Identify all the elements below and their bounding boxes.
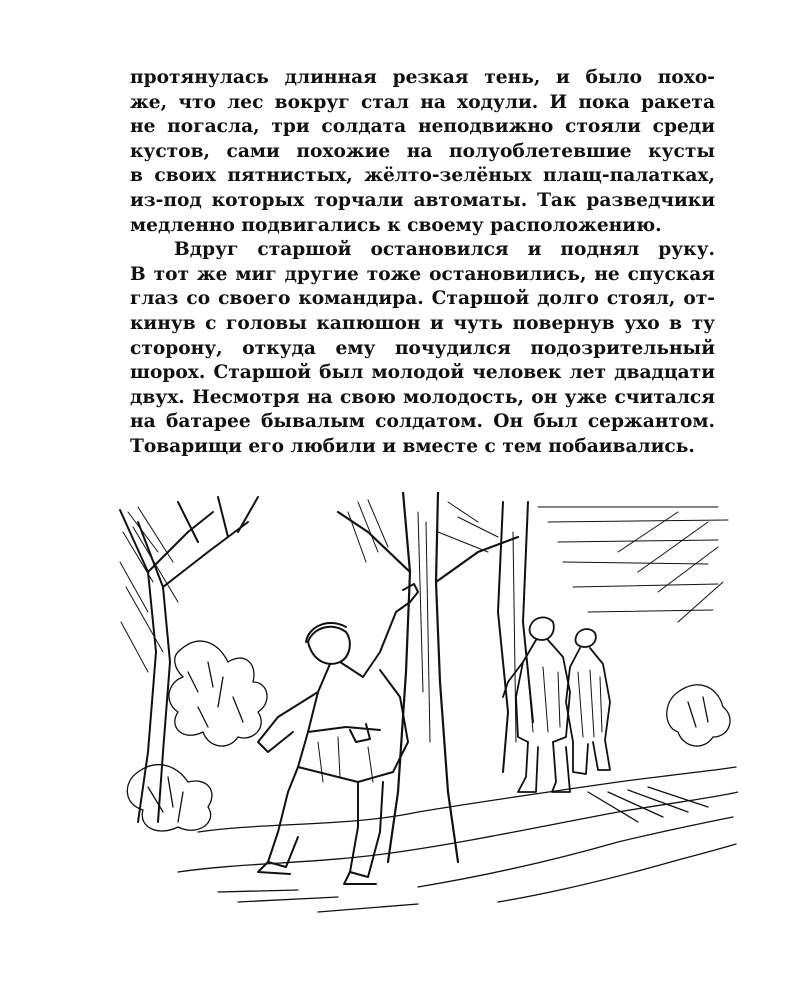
text-line: не погасла, три солдата неподвижно стояли среди bbox=[130, 116, 715, 138]
text-line: кинув с головы капюшон и чуть повернув ухо в ту bbox=[130, 312, 715, 334]
soldier-middle bbox=[503, 617, 570, 792]
text-line: кустов, сами похожие на полуоблетевшие кусты bbox=[130, 140, 715, 162]
ground-lines bbox=[178, 767, 738, 912]
text-line: же, что лес вокруг стал на ходули. И пока ракета bbox=[130, 91, 715, 113]
body-text bbox=[130, 66, 715, 460]
soldier-back bbox=[566, 629, 610, 774]
text-line: из-под которых торчали автоматы. Так разведчики bbox=[130, 189, 715, 211]
paragraph-2 bbox=[130, 238, 715, 459]
paragraph-1 bbox=[130, 66, 715, 238]
text-line: в своих пятнистых, жёлто-зелёных плащ-палатках, bbox=[130, 165, 715, 187]
text-line: Товарищи его любили и вместе с тем побаивались. bbox=[130, 435, 695, 457]
text-line: сторону, откуда ему почудился подозрительный bbox=[130, 337, 715, 359]
central-tree bbox=[338, 492, 518, 862]
text-line: шорох. Старшой был молодой человек лет двадцати bbox=[130, 362, 715, 384]
text-line: на батарее бывалым солдатом. Он был сержантом. bbox=[130, 411, 715, 433]
text-line: протянулась длинная резкая тень, и было похо- bbox=[130, 67, 715, 88]
text-line: В тот же миг другие тоже остановились, не спуская bbox=[130, 263, 715, 285]
text-line: Вдруг старшой остановился и поднял руку. bbox=[174, 239, 715, 261]
text-line: глаз со своего командира. Старшой долго стоял, от- bbox=[130, 288, 715, 310]
forest-scouts-illustration bbox=[118, 492, 738, 927]
text-line: двух. Несмотря на свою молодость, он уже считался bbox=[130, 386, 715, 408]
text-line: медленно подвигались к своему расположению. bbox=[130, 214, 662, 236]
background-hatching bbox=[120, 500, 728, 672]
soldier-foreground bbox=[258, 584, 418, 884]
